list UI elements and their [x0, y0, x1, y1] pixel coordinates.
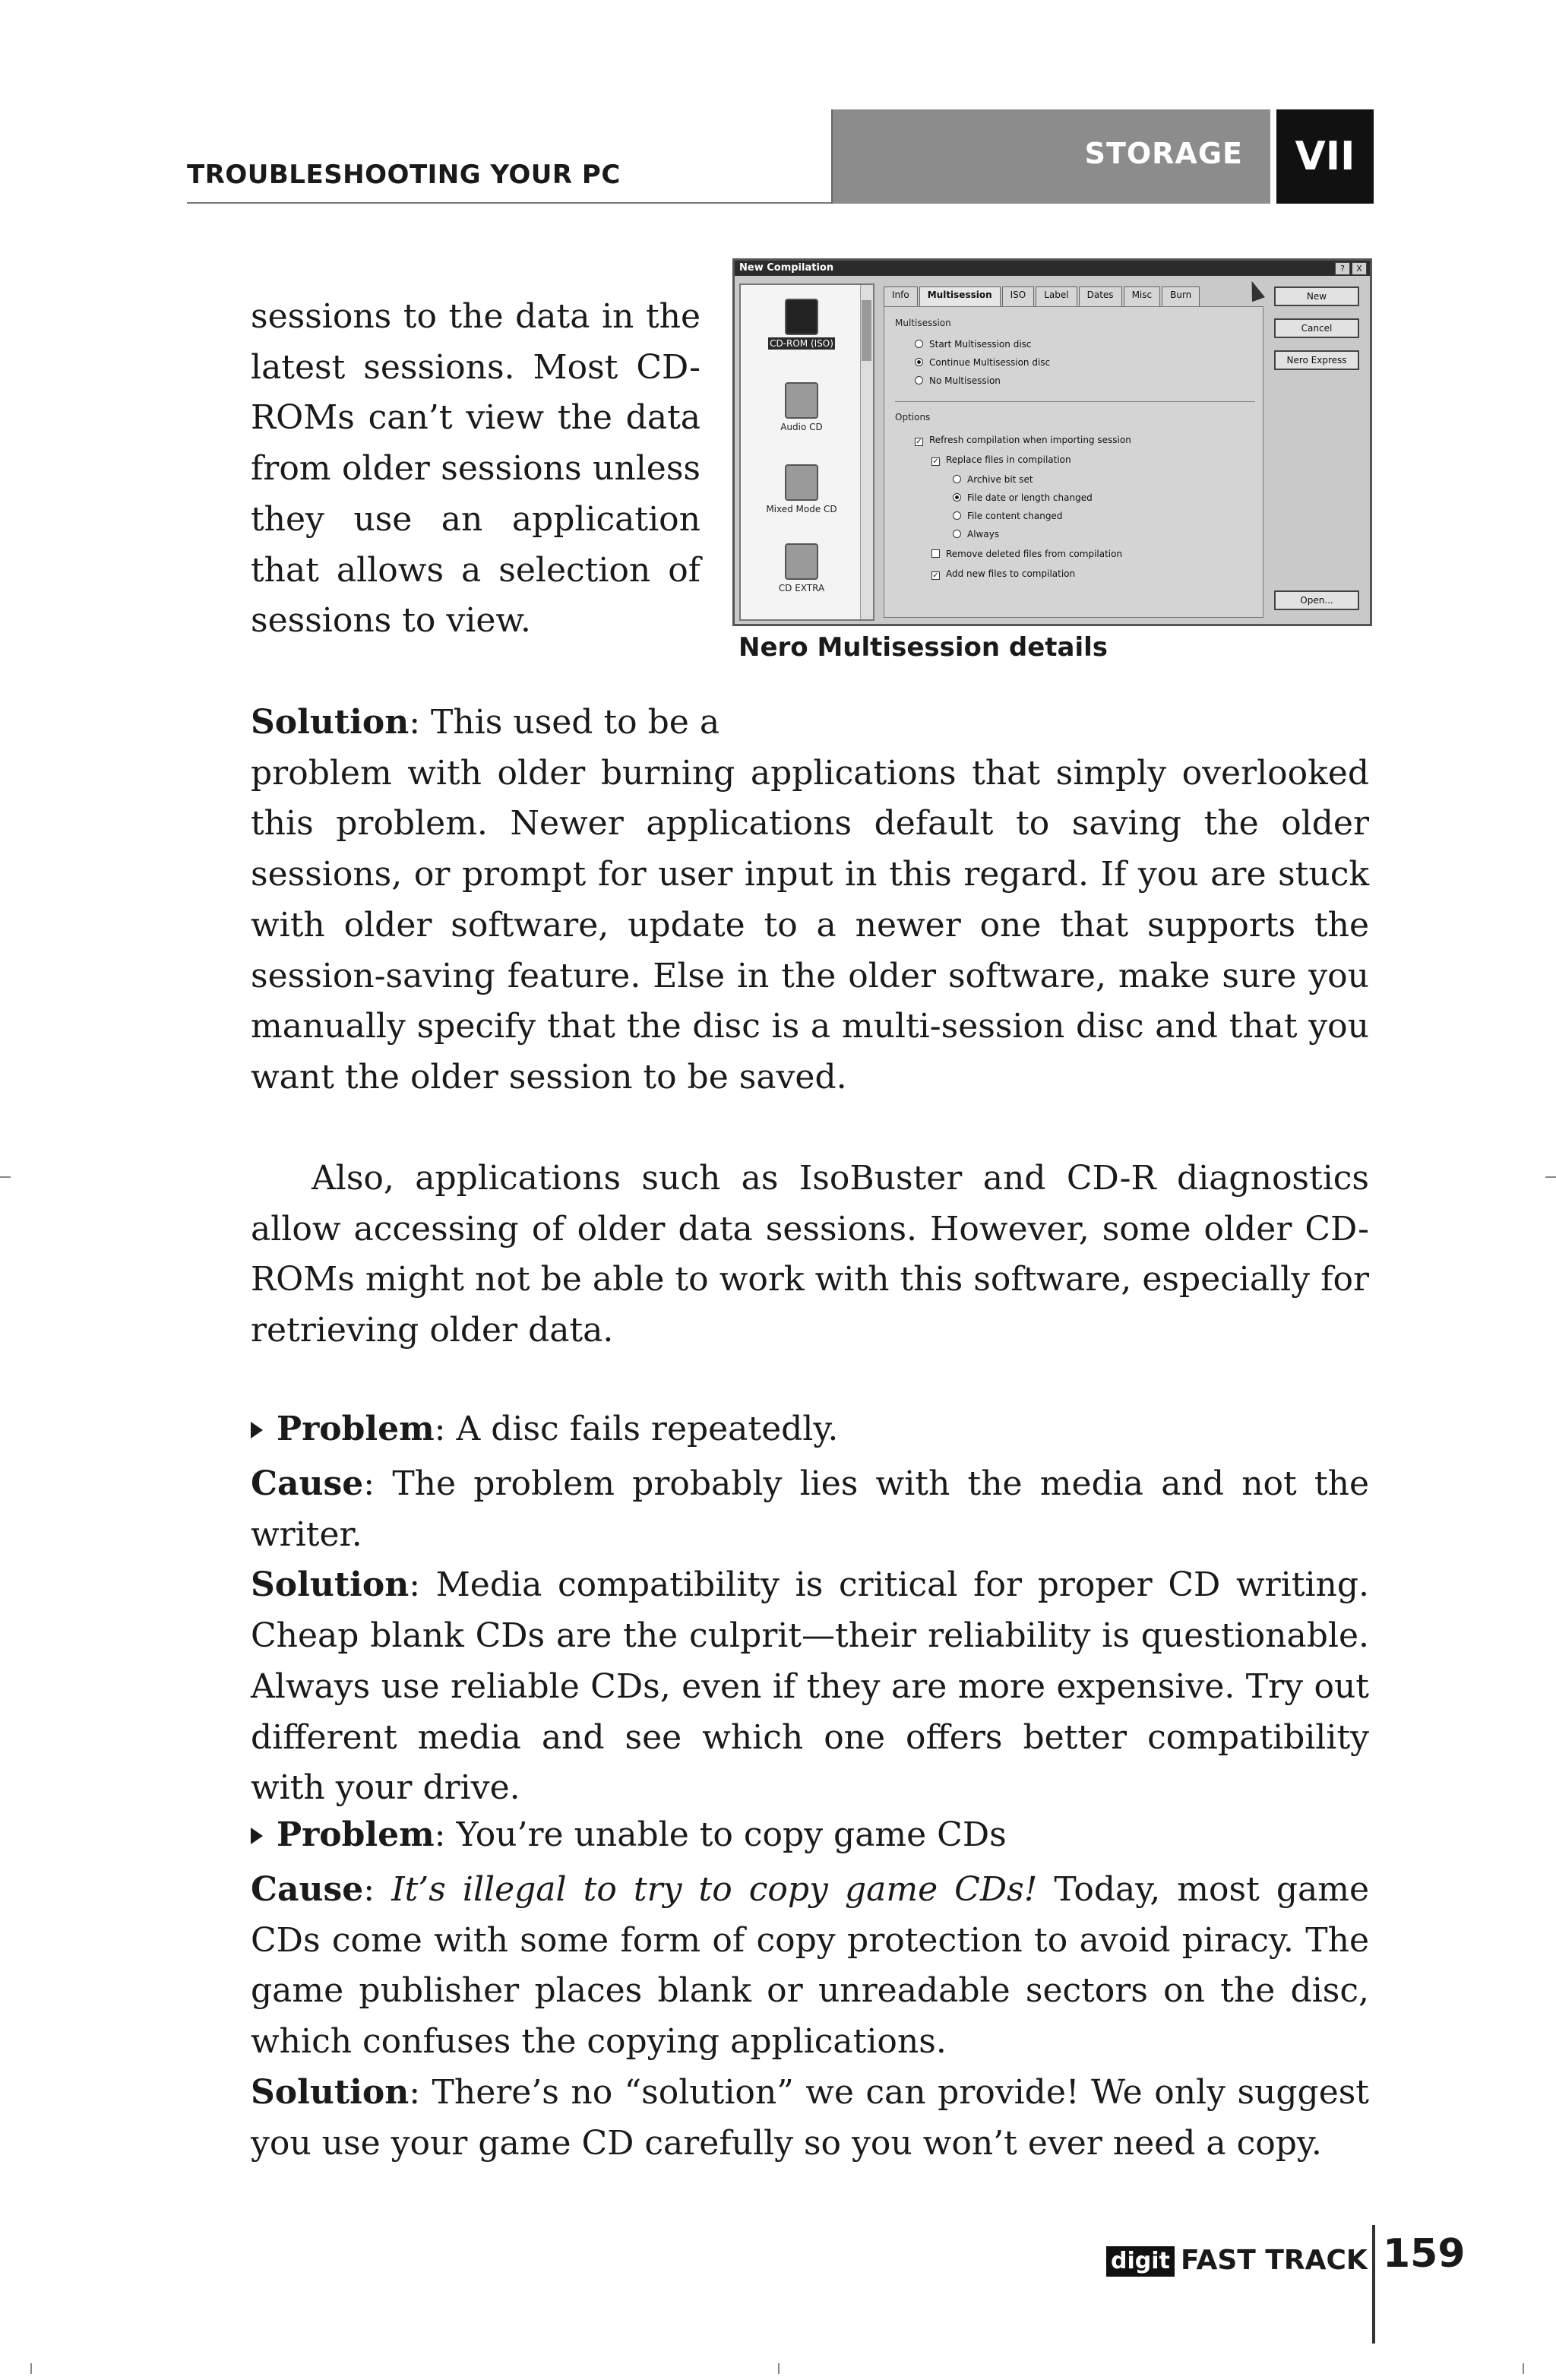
cause-solution-3: [251, 1865, 1369, 2169]
part-number: VII: [1276, 109, 1374, 204]
option-label: Start Multisession disc: [929, 339, 1032, 350]
list-item-label: Audio CD: [780, 422, 823, 432]
radio-no-multisession[interactable]: [915, 375, 1001, 386]
compilation-type-list[interactable]: [739, 283, 874, 621]
checkbox-add-new-files[interactable]: [931, 568, 1075, 580]
radio-archive-bit[interactable]: [953, 474, 1033, 485]
bullet-triangle-icon: [251, 1828, 263, 1844]
bullet-triangle-icon: [251, 1422, 263, 1438]
cd-extra-icon: [785, 543, 818, 580]
problem-3-line: [251, 1810, 1007, 1861]
close-title-button[interactable]: X: [1352, 262, 1367, 275]
options-group-label: Options: [895, 412, 931, 423]
list-scrollbar[interactable]: [860, 285, 873, 619]
intro-paragraph: sessions to the data in the latest sessions. Most CD-ROMs can’t view the data from older sessions unless they use an application that allows a selection of sessions to view.: [251, 297, 701, 641]
tab-misc[interactable]: Misc: [1124, 286, 1161, 306]
solution-label: Solution: [251, 1565, 410, 1605]
nero-express-button[interactable]: Nero Express: [1274, 350, 1359, 370]
cause-text: : The problem probably lies with the media and not the writer.: [251, 1464, 1369, 1554]
list-item-label: CD EXTRA: [778, 583, 825, 593]
dialog-tabs: [884, 286, 1201, 306]
list-item[interactable]: [741, 464, 862, 514]
brand-name: FAST TRACK: [1181, 2245, 1368, 2276]
list-item[interactable]: [741, 543, 862, 593]
radio-icon: [953, 530, 961, 538]
check-icon: ✓: [932, 571, 939, 580]
option-label: Archive bit set: [967, 474, 1033, 485]
checkbox-refresh-compilation[interactable]: [915, 435, 1131, 446]
audio-cd-icon: [785, 382, 818, 419]
list-item-label: CD-ROM (ISO): [770, 338, 833, 349]
tab-multisession[interactable]: Multisession: [919, 286, 1001, 306]
multisession-group-label: Multisession: [895, 318, 951, 328]
digit-logo: digit: [1106, 2246, 1175, 2277]
figure-caption: Nero Multisession details: [738, 632, 1108, 663]
solution-label: Solution: [251, 703, 410, 742]
problem-label: Problem: [277, 1410, 435, 1448]
cause-italic-text: It’s illegal to try to copy game CDs!: [391, 1870, 1038, 1909]
radio-start-multisession[interactable]: [915, 339, 1032, 350]
option-label: Refresh compilation when importing session: [929, 435, 1131, 445]
check-icon: ✓: [916, 438, 922, 446]
solution-text-first: : This used to be a: [409, 703, 720, 742]
check-icon: [931, 549, 940, 558]
problem-text: : A disc fails repeatedly.: [434, 1410, 839, 1448]
radio-continue-multisession[interactable]: [915, 357, 1050, 368]
group-divider: [895, 401, 1255, 402]
list-item[interactable]: [741, 299, 862, 349]
option-label: Continue Multisession disc: [929, 357, 1051, 368]
header-rule: [187, 202, 833, 204]
section-label: STORAGE: [1084, 137, 1243, 170]
tab-iso[interactable]: ISO: [1002, 286, 1035, 306]
mixed-mode-cd-icon: [785, 464, 818, 501]
check-icon: ✓: [932, 457, 939, 466]
radio-file-content[interactable]: [953, 511, 1062, 521]
mouse-cursor-icon: [1245, 279, 1265, 302]
option-label: File date or length changed: [967, 492, 1093, 503]
option-label: Replace files in compilation: [946, 454, 1071, 465]
crop-mark: [1523, 2363, 1524, 2374]
crop-mark: [30, 2363, 32, 2374]
radio-icon: [915, 376, 923, 385]
tab-dates[interactable]: Dates: [1079, 286, 1122, 306]
cancel-button[interactable]: Cancel: [1274, 318, 1359, 338]
option-label: File content changed: [967, 511, 1063, 521]
tab-burn[interactable]: Burn: [1162, 286, 1200, 306]
radio-file-date-length[interactable]: [953, 492, 1093, 503]
cause-label: Cause: [251, 1870, 364, 1909]
option-label: Add new files to compilation: [946, 568, 1076, 579]
solution-text-rest: problem with older burning applications that simply overlooked this problem. Newer applications default to saving the older sessions, or prompt for user input in this regard. If you are stuck with older software, update to a newer one that supports the session-saving feature. Else in the older software, make sure you manually specify that the disc is a multi-session disc and that you want the older session to be saved.: [251, 753, 1369, 1097]
help-title-button[interactable]: ?: [1335, 262, 1350, 275]
problem-text: : You’re unable to copy game CDs: [434, 1815, 1007, 1854]
cd-rom-icon: [785, 299, 818, 335]
solution-text: : There’s no “solution” we can provide! We only suggest you use your game CD carefully so you won’t ever need a copy.: [251, 2072, 1369, 2163]
footer-rule: [1372, 2225, 1375, 2344]
radio-icon: [953, 475, 961, 483]
option-label: Always: [967, 529, 1000, 540]
radio-always[interactable]: [953, 529, 999, 540]
cause-text: Today, most game CDs come with some form of copy protection to avoid piracy. The game publisher places blank or unreadable sectors on the disc, which confuses the copying applications.: [251, 1870, 1369, 2062]
section-tab: [831, 109, 1270, 204]
page-number: 159: [1383, 2231, 1466, 2277]
open-button[interactable]: Open...: [1274, 590, 1359, 610]
solution-text: : Media compatibility is critical for proper CD writing. Cheap blank CDs are the culprit—their reliability is questionable. Always use reliable CDs, even if they are more expensive. Try out different media and see which one offers better compatibility with your drive.: [251, 1565, 1369, 1808]
list-item[interactable]: [741, 382, 862, 432]
crop-mark: [778, 2363, 780, 2374]
new-button[interactable]: New: [1274, 286, 1359, 306]
checkbox-replace-files[interactable]: [931, 454, 1071, 466]
solution-label: Solution: [251, 2072, 410, 2112]
option-label: Remove deleted files from compilation: [946, 549, 1123, 559]
radio-icon: [953, 511, 961, 520]
solution-paragraph-1: [251, 698, 1369, 1103]
crop-mark: [0, 1176, 11, 1178]
scrollbar-thumb[interactable]: [862, 300, 871, 361]
checkbox-remove-deleted[interactable]: [931, 549, 1122, 559]
tab-label[interactable]: Label: [1036, 286, 1077, 306]
tab-info[interactable]: Info: [884, 286, 918, 306]
crop-mark: [1545, 1176, 1556, 1178]
window-title: New Compilation: [735, 261, 1370, 276]
problem-label: Problem: [277, 1815, 435, 1854]
option-label: No Multisession: [929, 375, 1001, 386]
running-head: TROUBLESHOOTING YOUR PC: [187, 160, 621, 190]
nero-screenshot: [732, 258, 1372, 626]
radio-icon: [953, 493, 961, 502]
also-paragraph: Also, applications such as IsoBuster and CD-R diagnostics allow accessing of older data sessions. However, some older CD-ROMs might not be able to work with this software, especially for retrieving older data.: [251, 1159, 1369, 1350]
radio-icon: [915, 340, 923, 348]
cause-label: Cause: [251, 1464, 364, 1503]
list-item-label: Mixed Mode CD: [766, 504, 837, 514]
cause-solution-2: [251, 1459, 1369, 1814]
problem-2-line: [251, 1404, 838, 1455]
cause-colon: :: [363, 1870, 392, 1909]
multisession-panel: [884, 306, 1263, 618]
radio-icon: [915, 358, 923, 366]
